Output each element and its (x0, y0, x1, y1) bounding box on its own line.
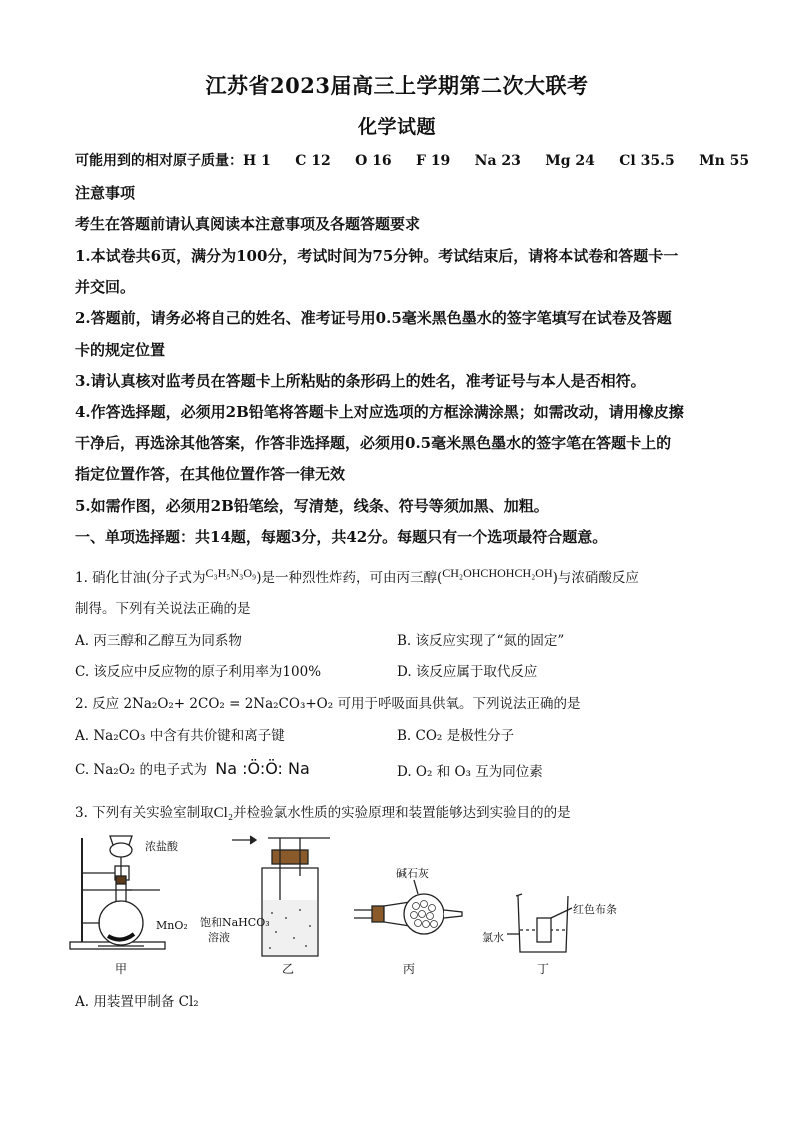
q1-text-3: )与浓硝酸反应 (552, 570, 639, 586)
q2-option-c-text: C. Na₂O₂ 的电子式为 (75, 762, 207, 778)
notice-item-2: 2.答题前，请务必将自己的姓名、准考证号用0.5毫米黑色墨水的签字笔填写在试卷及答题 (75, 309, 672, 327)
exam-subject: 化学试题 (357, 116, 436, 138)
notice-heading: 注意事项 (75, 184, 136, 202)
q1-option-b: B. 该反应实现了“氮的固定” (397, 633, 565, 649)
label-conc-hcl: 浓盐酸 (145, 840, 178, 853)
apparatus-yi-drawing (232, 836, 330, 956)
question-2-stem: 2. 反应 2Na₂O₂+ 2CO₂ = 2Na₂CO₃+O₂ 可用于呼吸面具供氧。下列说法正确的是 (75, 696, 581, 712)
notice-item-1: 1.本试卷共6页，满分为100分，考试时间为75分钟。考试结束后，请将本试卷和答题卡一 (75, 247, 679, 265)
caption-ding: 丁 (537, 962, 550, 976)
label-soda-lime: 碱石灰 (396, 867, 429, 880)
q1-formula-glycerol: CH₂OHCHOHCH₂OH (442, 566, 553, 580)
label-nahco3-2: 溶液 (208, 931, 230, 944)
notice-item-4-cont1: 干净后，再选涂其他答案，作答非选择题，必须用0.5毫米黑色墨水的签字笔在答题卡上的 (75, 434, 672, 452)
apparatus-bing-drawing (354, 880, 462, 934)
notice-item-2-cont: 卡的规定位置 (75, 341, 166, 359)
question-1-stem (75, 566, 639, 586)
electron-formula-na2o2: Na :Ö:Ö: Na (215, 759, 310, 778)
section-heading: 一、单项选择题：共14题，每题3分，共42分。每题只有一个选项最符合题意。 (75, 528, 608, 546)
notice-item-3: 3.请认真核对监考员在答题卡上所粘贴的条形码上的姓名，准考证号与本人是否相符。 (75, 372, 646, 390)
notice-item-1-cont: 并交回。 (75, 278, 136, 296)
q2-option-d: D. O₂ 和 O₃ 互为同位素 (397, 764, 543, 780)
label-red-cloth: 红色布条 (573, 903, 617, 916)
q2-option-b: B. CO₂ 是极性分子 (397, 728, 515, 744)
question-3-stem (75, 801, 571, 822)
notice-item-4: 4.作答选择题，必须用2B铅笔将答题卡上对应选项的方框涂满涂黑；如需改动，请用橡皮擦 (75, 403, 684, 421)
question-1-stem-cont: 制得。下列有关说法正确的是 (75, 601, 251, 617)
notice-item-4-cont2: 指定位置作答，在其他位置作答一律无效 (75, 465, 346, 483)
caption-yi: 乙 (282, 962, 295, 976)
q3-text-2: 并检验氯水性质的实验原理和装置能够达到实验目的的是 (233, 805, 571, 821)
caption-bing: 丙 (403, 962, 416, 976)
notice-item-5: 5.如需作图，必须用2B铅笔绘，写清楚，线条、符号等须加黑、加粗。 (75, 497, 549, 515)
caption-jia: 甲 (115, 962, 128, 976)
q1-text-1: 1. 硝化甘油(分子式为 (75, 570, 206, 586)
apparatus-ding-drawing (507, 894, 572, 952)
q3-option-a: A. 用装置甲制备 Cl₂ (75, 994, 199, 1010)
q2-option-c (75, 758, 310, 778)
q1-formula-nitroglycerin: C₃H₅N₃O₉ (205, 566, 257, 580)
q1-option-a: A. 丙三醇和乙醇互为同系物 (75, 633, 242, 649)
q2-option-a: A. Na₂CO₃ 中含有共价键和离子键 (75, 728, 285, 744)
notice-intro: 考生在答题前请认真阅读本注意事项及各题答题要求 (75, 215, 421, 233)
label-chlorine-water: 氯水 (482, 931, 504, 944)
q1-text-2: )是一种烈性炸药，可由丙三醇( (256, 570, 443, 586)
q3-formula-cl2: Cl₂ (213, 805, 234, 821)
q1-option-d: D. 该反应属于取代反应 (397, 664, 538, 680)
q1-option-c: C. 该反应中反应物的原子利用率为100% (75, 664, 322, 680)
label-mno2: MnO₂ (156, 919, 188, 932)
exam-title: 江苏省2023届高三上学期第二次大联考 (205, 73, 589, 98)
atomic-masses: 可能用到的相对原子质量：H 1 C 12 O 16 F 19 Na 23 Mg 24 Cl 35.5 Mn 55 (75, 153, 750, 169)
q3-text-1: 3. 下列有关实验室制取 (75, 805, 214, 821)
label-nahco3-1: 饱和NaHCO₃ (200, 916, 270, 929)
